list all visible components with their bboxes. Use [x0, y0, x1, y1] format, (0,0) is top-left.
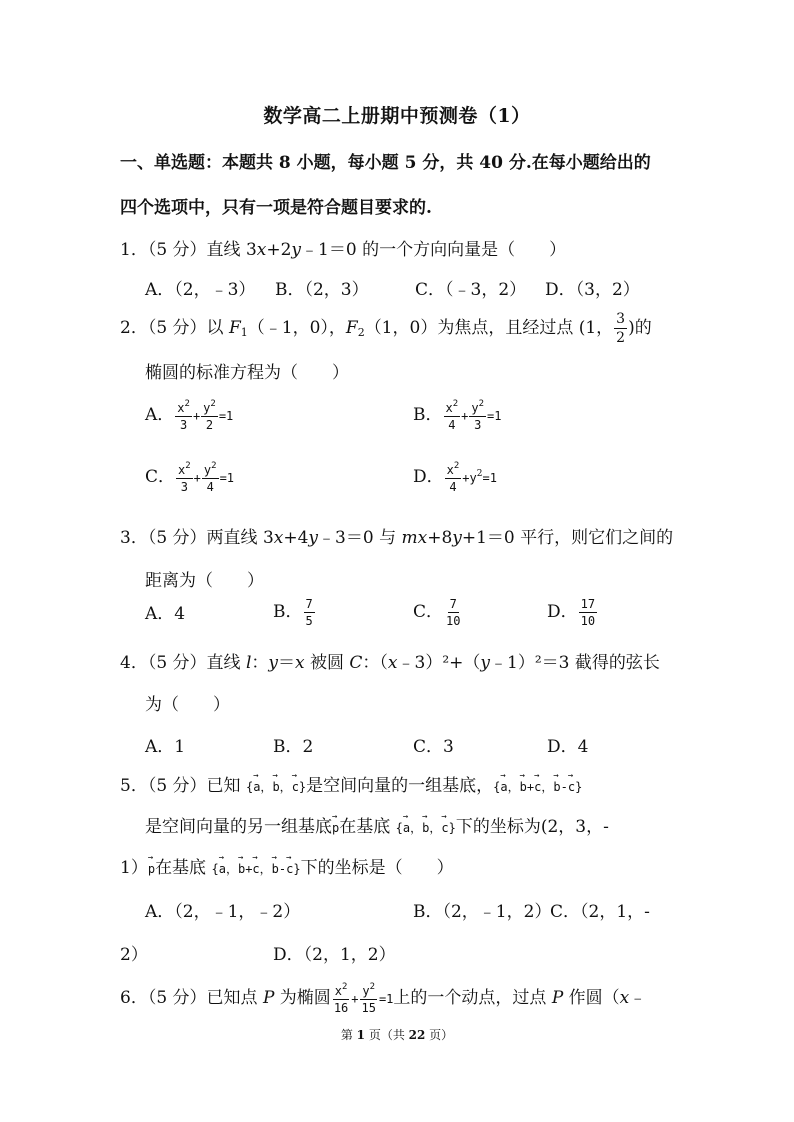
question-5-line3: 1）→ p在基底 {→ a，→ b+→ c，→ b-→ c}下的坐标是（ ） [120, 853, 454, 878]
question-5-line2: 是空间向量的另一组基底→ p在基底 {→ a，→ b，→ c}下的坐标为(2，3，- [145, 812, 609, 837]
q3-option-b: B． $\frac{7}{5}$ [273, 597, 313, 628]
question-6: 6．（5 分）已知点 P 为椭圆 $\frac{x^2}{16}$ + $\frac{y^2}{15}$ =1上的一个动点，过点 P 作圆（x﹣ [120, 982, 647, 1015]
page-total: 22 [408, 1028, 426, 1042]
question-4: 4．（5 分）直线 l：y＝x 被圆 C：（x﹣3）²+（y﹣1）²＝3 截得的弦长 [120, 653, 660, 673]
q5-option-d: D．（2，1，2） [273, 945, 396, 965]
q2-option-c: C． $\frac{x^2}{3}$ + $\frac{y^2}{4}$ =1 [145, 461, 235, 494]
question-4-line2: 为（ ） [145, 695, 230, 715]
q1-option-b: B．（2，3） [275, 280, 369, 300]
q2-option-d: D． $\frac{x^2}{4}$ $+y^2=1$ [413, 461, 497, 494]
q1-option-d: D．（3，2） [545, 280, 640, 300]
q2-option-a: A． $\frac{x^2}{3}$ + $\frac{y^2}{2}$ =1 [145, 399, 234, 432]
q1-option-c: C．（﹣3，2） [415, 280, 527, 300]
question-3: 3．（5 分）两直线 3x+4y﹣3＝0 与 mx+8y+1＝0 平行，则它们之间的 [120, 528, 674, 548]
question-3-line2: 距离为（ ） [145, 571, 264, 591]
question-1: 1．（5 分）直线 3x+2y﹣1＝0 的一个方向向量是（ ） [120, 240, 567, 260]
question-2: 2．（5 分）以 $F_1(﹣1$，0），$F_2(1$，0）为焦点，且经过点 (1， $\frac{3}{2}$ )的 [120, 311, 652, 346]
q5-option-c: C．（2，1，- [550, 902, 650, 922]
section-heading-line2: 四个选项中，只有一项是符合题目要求的. [120, 198, 432, 218]
q3-option-c: C． $\frac{7}{10}$ [413, 597, 461, 628]
q4-option-c: C．3 [413, 737, 454, 757]
q3-option-a: A．4 [145, 604, 186, 624]
q4-option-d: D．4 [547, 737, 589, 757]
question-5: 5．（5 分）已知 {→ a，→ b，→ c}是空间向量的一组基底，{→ a，→ b+→ c，→ b-→ c} [120, 771, 582, 796]
q5-option-a: A．（2，﹣1，﹣2） [145, 902, 301, 922]
q4-option-a: A．1 [145, 737, 186, 757]
page-number: 1 [356, 1028, 365, 1042]
q1-option-a: A．（2，﹣3） [145, 280, 256, 300]
section-heading-line1: 一、单选题：本题共 8 小题，每小题 5 分，共 40 分.在每小题给出的 [120, 153, 651, 173]
page-footer: 第 1 页（共 22 页） [340, 1028, 454, 1042]
question-2-line2: 椭圆的标准方程为（ ） [145, 363, 349, 383]
q2-option-b: B． $\frac{x^2}{4}$ + $\frac{y^2}{3}$ =1 [413, 399, 502, 432]
q4-option-b: B．2 [273, 737, 314, 757]
fraction-3-over-2: $\frac{3}{2}$ [616, 311, 626, 346]
q3-option-d: D． $\frac{17}{10}$ [547, 597, 596, 628]
q5-option-b: B．（2，﹣1，2） [413, 902, 552, 922]
page-title: 数学高二上册期中预测卷（1） [263, 105, 531, 127]
q5-option-c-cont: 2） [120, 945, 148, 965]
